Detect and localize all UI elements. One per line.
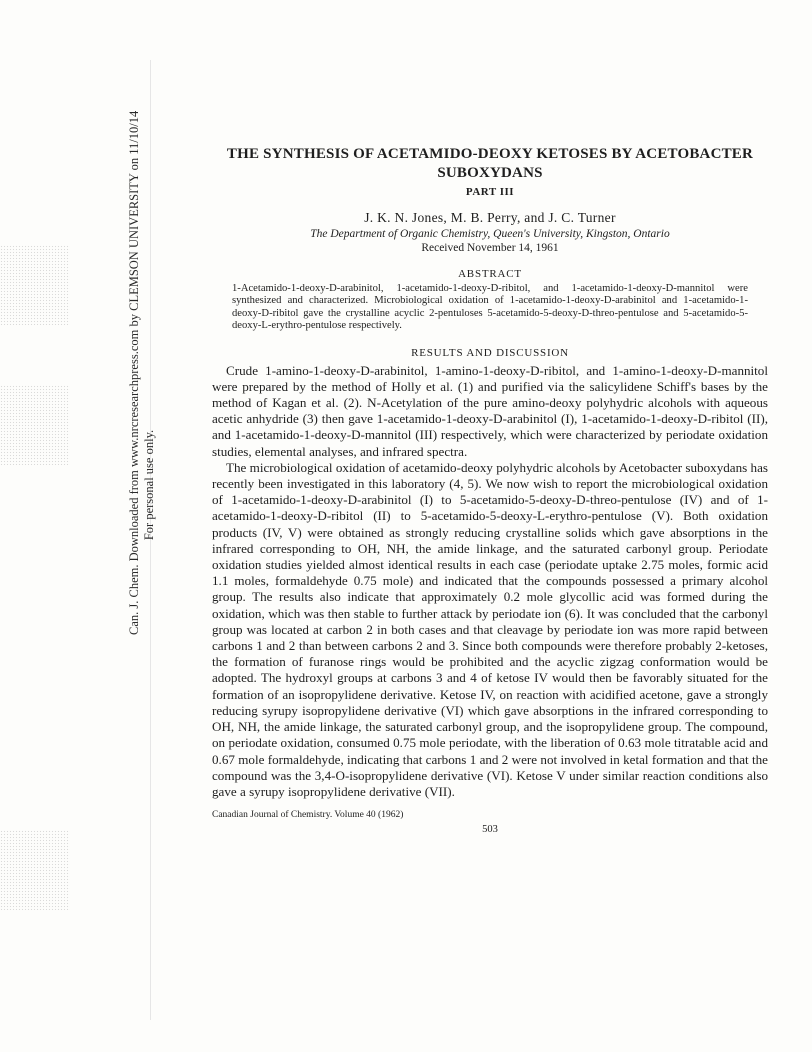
section-heading: RESULTS AND DISCUSSION (411, 346, 569, 359)
paragraph-1: Crude 1-amino-1-deoxy-D-arabinitol, 1-amino-1-deoxy-D-ribitol, and 1-amino-1-deoxy-D-mannitol were prepared by the method of Holly et al. (1) and purified via the salicylidene Schiff's bases by the method of Kagan et al. (2). N-Acetylation of the pure amino-deoxy polyhydric alcohols with aqueous acetic anhydride (3) then gave 1-acetamido-1-deoxy-D-arabinitol (I), 1-acetamido-1-deoxy-D-ribitol (II), and 1-acetamido-1-deoxy-D-mannitol (III) respectively, which were characterized by periodate oxidation studies, elemental analyses, and infrared spectra. (212, 362, 768, 459)
scan-noise (0, 830, 70, 910)
body-text (212, 363, 768, 800)
journal-footer: Canadian Journal of Chemistry. Volume 40 (1962) (212, 810, 404, 821)
page-number: 503 (482, 824, 498, 836)
authors: J. K. N. Jones, M. B. Perry, and J. C. Turner (364, 210, 616, 225)
received-date: Received November 14, 1961 (421, 242, 559, 254)
download-margin-note (127, 110, 157, 635)
paragraph-2: The microbiological oxidation of acetamido-deoxy polyhydric alcohols by Acetobacter suboxydans has recently been investigated in this laboratory (4, 5). We now wish to report the microbiological oxidation of 1-acetamido-1-deoxy-D-arabinitol (I) to 5-acetamido-5-deoxy-D-threo-pentulose (IV) and of 1-acetamido-1-deoxy-D-ribitol (II) to 5-acetamido-5-deoxy-L-erythro-pentulose (V). Both oxidation products (IV, V) were obtained as strongly reducing crystalline solids which gave absorptions in the infrared corresponding to OH, NH, the amide linkage, and the saturated carbonyl group. Periodate oxidation studies yielded almost identical results in each case (periodate uptake 2.75 moles, formic acid 1.1 moles, formaldehyde 0.75 mole) and indicated that the compounds possessed a primary alcohol group. The results also indicate that approximately 0.2 mole glycollic acid was formed during the oxidation, which was then stable to further attack by periodate ion (6). It was concluded that the carbonyl group was located at carbon 2 in both cases and that cleavage by periodate ion was more rapid between carbons 1 and 2 than between carbons 2 and 3. Since both compounds were therefore probably 2-ketoses, the formation of furanose rings would be prohibited and the acyclic zigzag conformation would be adopted. The hydroxyl groups at carbons 3 and 4 of ketose IV would then be favorably situated for the formation of an isopropylidene derivative. Ketose IV, on reaction with acidified acetone, gave a strongly reducing syrupy isopropylidene derivative (VI) which gave absorptions in the infrared corresponding to OH, NH, the amide linkage, the saturated carbonyl group, and the isopropylidene group. The compound, on periodate oxidation, consumed 0.75 mole periodate, with the liberation of 0.63 mole titratable acid and 0.67 mole formaldehyde, indicating that carbons 1 and 2 were not involved in ketal formation and that the compound was the 3,4-O-isopropylidene derivative (VI). Ketose V under similar reaction conditions also gave a syrupy isopropylidene derivative (VII). (212, 459, 768, 799)
margin-note-line2: For personal use only. (142, 429, 156, 541)
scan-noise (0, 245, 70, 325)
abstract-text: 1-Acetamido-1-deoxy-D-arabinitol, 1-acetamido-1-deoxy-D-ribitol, and 1-acetamido-1-deoxy-D-mannitol were synthesized and characterized. Microbiological oxidation of 1-acetamido-1-deoxy-D-arabinitol and 1-acetamido-1-deoxy-D-ribitol gave the crystalline acyclic 2-pentuloses 5-acetamido-5-deoxy-D-threo-pentulose and 5-acetamido-5-deoxy-L-erythro-pentulose respectively. (232, 283, 748, 332)
part-label: PART III (465, 186, 515, 198)
affiliation: The Department of Organic Chemistry, Queen's University, Kingston, Ontario (310, 228, 670, 240)
margin-note-line1: Can. J. Chem. Downloaded from www.nrcresearchpress.com by CLEMSON UNIVERSITY on 11/10/14 (127, 110, 141, 635)
paper-title: THE SYNTHESIS OF ACETAMIDO-DEOXY KETOSES BY ACETOBACTER SUBOXYDANS (226, 146, 754, 181)
scan-noise (0, 385, 70, 465)
abstract-heading: ABSTRACT (458, 268, 522, 280)
article-page (212, 145, 768, 835)
